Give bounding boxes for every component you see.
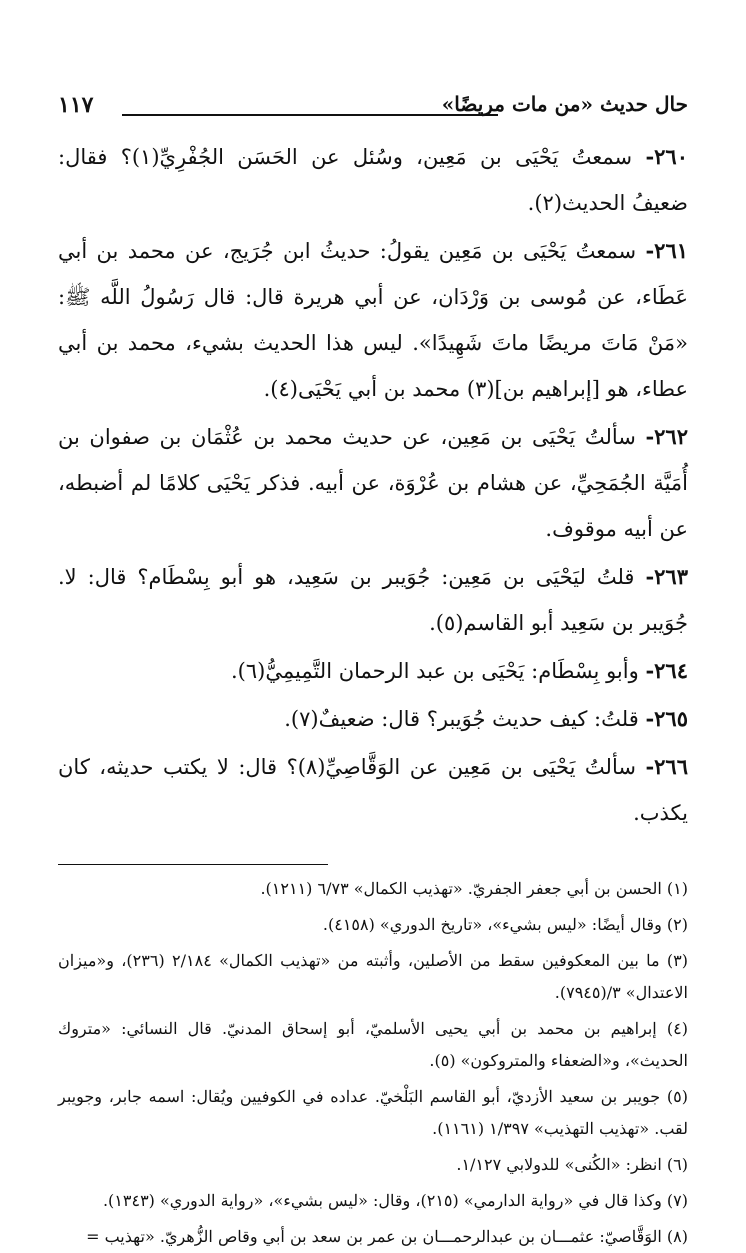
footnote-1 (58, 873, 688, 905)
footnote-divider (58, 864, 328, 865)
footnote-6 (58, 1149, 688, 1181)
entry-text: قلتُ ليَحْيَى بن مَعِين: جُوَيبر بن سَعِيد، هو أبو بِسْطَام؟ قال: لا. جُوَيبر بن سَعِيد أبو القاسم(٥). (58, 565, 688, 635)
entry-text: سمعتُ يَحْيَى بن مَعِين، وسُئل عن الحَسَن الجُفْرِيِّ(١)؟ فقال: ضعيفُ الحديث(٢). (58, 145, 688, 215)
entry-text: سألتُ يَحْيَى بن مَعِين عن الوَقَّاصِيِّ(٨)؟ قال: لا يكتب حديثه، كان يكذب. (58, 755, 688, 825)
footnote-4 (58, 1013, 688, 1077)
footnote-2 (58, 909, 688, 941)
entry-266 (58, 744, 688, 836)
entry-number: ٢٦٠- (645, 144, 688, 169)
entry-text: قلتُ: كيف حديث جُوَيبر؟ قال: ضعيفٌ(٧). (284, 707, 639, 731)
footnote-text: ما بين المعكوفين سقط من الأصلين، وأثبته من «تهذيب الكمال» ٢/١٨٤ (٢٣٦)، و«ميزان الاعتدال» ٣/(٧٩٤٥). (58, 951, 688, 1002)
entry-number: ٢٦٥- (645, 706, 688, 731)
entry-263 (58, 554, 688, 646)
header-rule (122, 114, 498, 116)
entry-number: ٢٦٤- (645, 658, 688, 683)
footnote-number: (٣) (666, 951, 688, 970)
footnote-text: الوَقَّاصيّ: عثمـــان بن عبدالرحمـــان بن عمر بن سعد بن أبي وقاص الزُّهريّ. «تهذيب = (86, 1227, 662, 1246)
footnote-5 (58, 1081, 688, 1145)
footnote-number: (٤) (666, 1019, 688, 1038)
footnote-number: (٧) (666, 1191, 688, 1210)
footnote-number: (٦) (666, 1155, 688, 1174)
entry-265 (58, 696, 688, 742)
page-number: ١١٧ (58, 92, 94, 118)
footnote-number: (٥) (666, 1087, 688, 1106)
entry-264 (58, 648, 688, 694)
running-header (58, 92, 688, 122)
entry-262 (58, 414, 688, 552)
entry-text: سمعتُ يَحْيَى بن مَعِين يقولُ: حديثُ ابن جُرَيج، عن محمد بن أبي عَطَاء، عن مُوسى بن وَرْدَان، عن أبي هريرة قال: قال رَسُولُ اللَّه ﷺ: «مَنْ مَاتَ مريضًا ماتَ شَهِيدًا». ليس هذا الحديث بشيء، محمد بن أبي عطاء، هو [إبراهيم بن](٣) محمد بن أبي يَحْيَى(٤). (58, 239, 688, 401)
entry-text: وأبو بِسْطَام: يَحْيَى بن عبد الرحمان التَّمِيمِيُّ(٦). (230, 659, 639, 683)
main-text (58, 134, 688, 836)
footnote-number: (١) (666, 879, 688, 898)
entry-number: ٢٦١- (645, 238, 689, 263)
entry-text: سألتُ يَحْيَى بن مَعِين، عن حديث محمد بن عُثْمَان بن صفوان بن أُمَيَّة الجُمَحِيِّ، عن هشام بن عُرْوَة، عن أبيه. فذكر يَحْيَى كلامًا لم أضبطه، عن أبيه موقوف. (58, 425, 688, 541)
footnote-text: الحسن بن أبي جعفر الجفريّ. «تهذيب الكمال» ٦/٧٣ (١٢١١). (260, 879, 662, 898)
footnote-number: (٢) (666, 915, 688, 934)
entry-261 (58, 228, 688, 412)
footnote-text: وقال أيضًا: «ليس بشيء»، «تاريخ الدوري» (٤١٥٨). (322, 915, 662, 934)
entry-260 (58, 134, 688, 226)
footnote-8 (58, 1221, 688, 1253)
footnote-divider-wrap (58, 838, 688, 865)
footnotes (58, 873, 688, 1253)
header-title: حال حديث «من مات مريضًا» (441, 92, 688, 116)
entry-number: ٢٦٣- (645, 564, 688, 589)
footnote-7 (58, 1185, 688, 1217)
footnote-text: وكذا قال في «رواية الدارمي» (٢١٥)، وقال: «ليس بشيء»، «رواية الدوري» (١٣٤٣). (102, 1191, 662, 1210)
entry-number: ٢٦٢- (645, 424, 688, 449)
footnote-3 (58, 945, 688, 1009)
footnote-text: انظر: «الكُنى» للدولابي ١/١٢٧. (456, 1155, 662, 1174)
footnote-number: (٨) (666, 1227, 688, 1246)
book-page (58, 92, 689, 1246)
entry-number: ٢٦٦- (645, 754, 688, 779)
footnote-text: إبراهيم بن محمد بن أبي يحيى الأسلميّ، أبو إسحاق المدنيّ. قال النسائي: «متروك الحديث»، و«الضعفاء والمتروكون» (٥). (58, 1019, 688, 1070)
footnote-text: جويبر بن سعيد الأزديّ، أبو القاسم البَلْخيّ. عداده في الكوفيين ويُقال: اسمه جابر، وجويبر لقب. «تهذيب التهذيب» ١/٣٩٧ (١١٦١). (58, 1087, 688, 1138)
